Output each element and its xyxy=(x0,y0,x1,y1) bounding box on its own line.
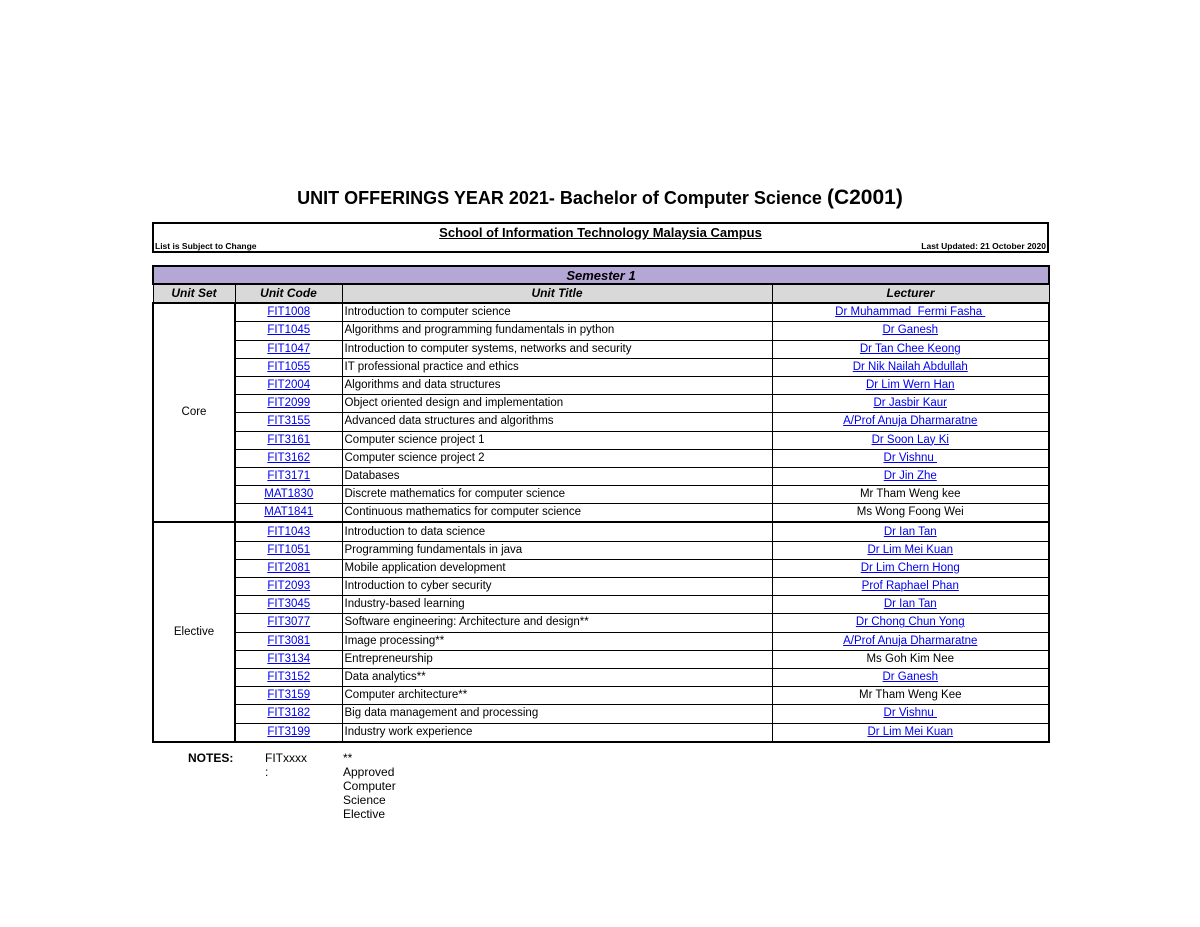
lecturer-cell xyxy=(772,431,1049,449)
last-updated: Last Updated: 21 October 2020 xyxy=(921,241,1046,251)
lecturer-link[interactable]: Dr Nik Nailah Abdullah xyxy=(852,360,968,373)
table-row xyxy=(153,303,1049,322)
table-row xyxy=(153,376,1049,394)
lecturer-cell xyxy=(772,596,1049,614)
unit-title-cell: Entrepreneurship xyxy=(342,650,772,668)
lecturer-link[interactable]: Dr Jasbir Kaur xyxy=(873,397,947,410)
lecturer-link[interactable]: Dr Lim Mei Kuan xyxy=(867,543,954,556)
lecturer-cell xyxy=(772,376,1049,394)
lecturer-link[interactable]: Dr Soon Lay Ki xyxy=(871,433,949,446)
lecturer-cell xyxy=(772,340,1049,358)
unit-code-link[interactable]: MAT1830 xyxy=(264,488,314,501)
notes-key: FITxxxx : xyxy=(265,751,307,779)
lecturer-link[interactable]: Dr Lim Wern Han xyxy=(865,379,955,392)
lecturer-cell xyxy=(772,358,1049,376)
lecturer-link[interactable]: A/Prof Anuja Dharmaratne xyxy=(843,634,978,647)
semester-row xyxy=(153,266,1049,284)
lecturer-link[interactable]: Prof Raphael Phan xyxy=(861,580,959,593)
unit-code-cell xyxy=(235,340,342,358)
unit-code-link[interactable]: MAT1841 xyxy=(264,506,314,519)
unit-title-cell: Computer science project 1 xyxy=(342,431,772,449)
table-row xyxy=(153,467,1049,485)
unit-title-cell: IT professional practice and ethics xyxy=(342,358,772,376)
unit-code-link[interactable]: FIT3199 xyxy=(267,725,311,738)
table-row xyxy=(153,687,1049,705)
table-row xyxy=(153,596,1049,614)
lecturer-cell xyxy=(772,322,1049,340)
unit-code-link[interactable]: FIT1055 xyxy=(267,360,311,373)
unit-title-cell: Continuous mathematics for computer science xyxy=(342,504,772,523)
lecturer-cell xyxy=(772,395,1049,413)
table-row xyxy=(153,723,1049,742)
unit-title-cell: Introduction to computer science xyxy=(342,303,772,322)
lecturer-link[interactable]: Dr Ian Tan xyxy=(883,525,937,538)
lecturer-cell: Ms Goh Kim Nee xyxy=(772,650,1049,668)
table-row xyxy=(153,395,1049,413)
subject-to-change-note: List is Subject to Change xyxy=(155,241,257,251)
unit-code-link[interactable]: FIT2081 xyxy=(267,561,311,574)
lecturer-cell: Ms Wong Foong Wei xyxy=(772,504,1049,523)
unit-code-link[interactable]: FIT3155 xyxy=(267,415,311,428)
col-unit-code: Unit Code xyxy=(235,284,342,303)
table-row xyxy=(153,559,1049,577)
unit-title-cell: Big data management and processing xyxy=(342,705,772,723)
unit-code-cell xyxy=(235,522,342,541)
unit-code-link[interactable]: FIT3162 xyxy=(267,451,311,464)
table-row xyxy=(153,431,1049,449)
lecturer-cell xyxy=(772,723,1049,742)
unit-code-link[interactable]: FIT3045 xyxy=(267,598,311,611)
lecturer-link[interactable]: Dr Ganesh xyxy=(882,671,939,684)
unit-title-cell: Computer architecture** xyxy=(342,687,772,705)
unit-title-cell: Software engineering: Architecture and design** xyxy=(342,614,772,632)
unit-code-cell xyxy=(235,486,342,504)
unit-code-link[interactable]: FIT3161 xyxy=(267,433,311,446)
col-unit-set: Unit Set xyxy=(153,284,235,303)
table-row xyxy=(153,413,1049,431)
lecturer-cell xyxy=(772,614,1049,632)
unit-code-link[interactable]: FIT1051 xyxy=(267,543,311,556)
unit-title-cell: Image processing** xyxy=(342,632,772,650)
lecturer-link[interactable]: Dr Ian Tan xyxy=(883,598,937,611)
unit-code-cell xyxy=(235,705,342,723)
unit-code-cell xyxy=(235,632,342,650)
table-row xyxy=(153,322,1049,340)
unit-code-link[interactable]: FIT3134 xyxy=(267,652,311,665)
notes-value: ** Approved Computer Science Elective xyxy=(343,751,396,821)
lecturer-link[interactable]: Dr Tan Chee Keong xyxy=(859,342,961,355)
unit-code-link[interactable]: FIT3081 xyxy=(267,634,311,647)
unit-code-cell xyxy=(235,578,342,596)
table-row xyxy=(153,358,1049,376)
table-row xyxy=(153,449,1049,467)
table-row xyxy=(153,578,1049,596)
table-row xyxy=(153,504,1049,523)
lecturer-cell xyxy=(772,541,1049,559)
unit-code-cell xyxy=(235,559,342,577)
table-row xyxy=(153,705,1049,723)
table-row xyxy=(153,522,1049,541)
unit-code-link[interactable]: FIT1047 xyxy=(267,342,311,355)
table-row xyxy=(153,668,1049,686)
lecturer-cell: Mr Tham Weng kee xyxy=(772,486,1049,504)
table-row xyxy=(153,486,1049,504)
lecturer-link[interactable]: Dr Lim Mei Kuan xyxy=(867,725,954,738)
page-title xyxy=(0,186,1200,210)
unit-title-cell: Industry-based learning xyxy=(342,596,772,614)
table-row xyxy=(153,541,1049,559)
unit-title-cell: Discrete mathematics for computer science xyxy=(342,486,772,504)
unit-code-cell xyxy=(235,504,342,523)
lecturer-link[interactable]: Dr Jin Zhe xyxy=(883,469,937,482)
lecturer-link[interactable]: Dr Vishnu xyxy=(883,451,937,464)
semester-heading: Semester 1 xyxy=(153,266,1049,284)
unit-code-link[interactable]: FIT2093 xyxy=(267,580,311,593)
col-unit-title: Unit Title xyxy=(342,284,772,303)
lecturer-link[interactable]: Dr Ganesh xyxy=(882,324,939,337)
unit-code-cell xyxy=(235,723,342,742)
title-code: (C2001) xyxy=(826,186,903,209)
unit-code-link[interactable]: FIT3077 xyxy=(267,616,311,629)
table-row xyxy=(153,340,1049,358)
unit-code-cell xyxy=(235,650,342,668)
unit-code-cell xyxy=(235,376,342,394)
lecturer-cell xyxy=(772,413,1049,431)
unit-code-link[interactable]: FIT1043 xyxy=(267,525,311,538)
unit-code-cell xyxy=(235,541,342,559)
lecturer-cell: Mr Tham Weng Kee xyxy=(772,687,1049,705)
unit-code-cell xyxy=(235,395,342,413)
lecturer-cell xyxy=(772,449,1049,467)
lecturer-cell xyxy=(772,467,1049,485)
school-header-box xyxy=(152,222,1049,253)
lecturer-link[interactable]: A/Prof Anuja Dharmaratne xyxy=(843,415,978,428)
unit-code-link[interactable]: FIT2099 xyxy=(267,397,311,410)
unit-code-link[interactable]: FIT3182 xyxy=(267,707,311,720)
lecturer-link[interactable]: Dr Chong Chun Yong xyxy=(855,616,965,629)
unit-code-link[interactable]: FIT3171 xyxy=(267,469,311,482)
unit-title-cell: Object oriented design and implementation xyxy=(342,395,772,413)
unit-set-cell: Elective xyxy=(153,522,235,741)
unit-title-cell: Mobile application development xyxy=(342,559,772,577)
lecturer-cell xyxy=(772,668,1049,686)
lecturer-cell xyxy=(772,705,1049,723)
table-row xyxy=(153,632,1049,650)
unit-title-cell: Programming fundamentals in java xyxy=(342,541,772,559)
unit-code-cell xyxy=(235,668,342,686)
unit-title-cell: Databases xyxy=(342,467,772,485)
unit-code-cell xyxy=(235,449,342,467)
unit-code-cell xyxy=(235,358,342,376)
column-header-row xyxy=(153,284,1049,303)
title-main: UNIT OFFERINGS YEAR 2021- Bachelor of Computer Science xyxy=(297,188,827,208)
unit-title-cell: Introduction to data science xyxy=(342,522,772,541)
unit-title-cell: Introduction to cyber security xyxy=(342,578,772,596)
unit-title-cell: Computer science project 2 xyxy=(342,449,772,467)
unit-title-cell: Algorithms and programming fundamentals in python xyxy=(342,322,772,340)
lecturer-cell xyxy=(772,303,1049,322)
school-name: School of Information Technology Malaysia Campus xyxy=(439,225,762,240)
unit-offerings-table xyxy=(152,265,1050,743)
unit-set-cell: Core xyxy=(153,303,235,522)
unit-code-link[interactable]: FIT3152 xyxy=(267,671,311,684)
unit-code-link[interactable]: FIT1045 xyxy=(267,324,311,337)
lecturer-cell xyxy=(772,578,1049,596)
col-lecturer: Lecturer xyxy=(772,284,1049,303)
unit-title-cell: Industry work experience xyxy=(342,723,772,742)
unit-title-cell: Algorithms and data structures xyxy=(342,376,772,394)
unit-title-cell: Advanced data structures and algorithms xyxy=(342,413,772,431)
lecturer-link[interactable]: Dr Lim Chern Hong xyxy=(860,561,960,574)
unit-code-cell xyxy=(235,687,342,705)
unit-code-cell xyxy=(235,596,342,614)
unit-code-cell xyxy=(235,322,342,340)
unit-title-cell: Data analytics** xyxy=(342,668,772,686)
unit-code-link[interactable]: FIT1008 xyxy=(267,306,311,319)
unit-code-cell xyxy=(235,303,342,322)
table-row xyxy=(153,650,1049,668)
unit-code-cell xyxy=(235,614,342,632)
lecturer-cell xyxy=(772,559,1049,577)
lecturer-link[interactable]: Dr Muhammad Fermi Fasha xyxy=(835,306,986,319)
unit-code-link[interactable]: FIT2004 xyxy=(267,379,311,392)
unit-code-cell xyxy=(235,467,342,485)
lecturer-cell xyxy=(772,632,1049,650)
notes-label: NOTES: xyxy=(188,751,234,765)
unit-table-body xyxy=(153,303,1049,742)
table-row xyxy=(153,614,1049,632)
unit-code-link[interactable]: FIT3159 xyxy=(267,689,311,702)
lecturer-cell xyxy=(772,522,1049,541)
unit-title-cell: Introduction to computer systems, networks and security xyxy=(342,340,772,358)
lecturer-link[interactable]: Dr Vishnu xyxy=(883,707,937,720)
unit-code-cell xyxy=(235,431,342,449)
unit-code-cell xyxy=(235,413,342,431)
